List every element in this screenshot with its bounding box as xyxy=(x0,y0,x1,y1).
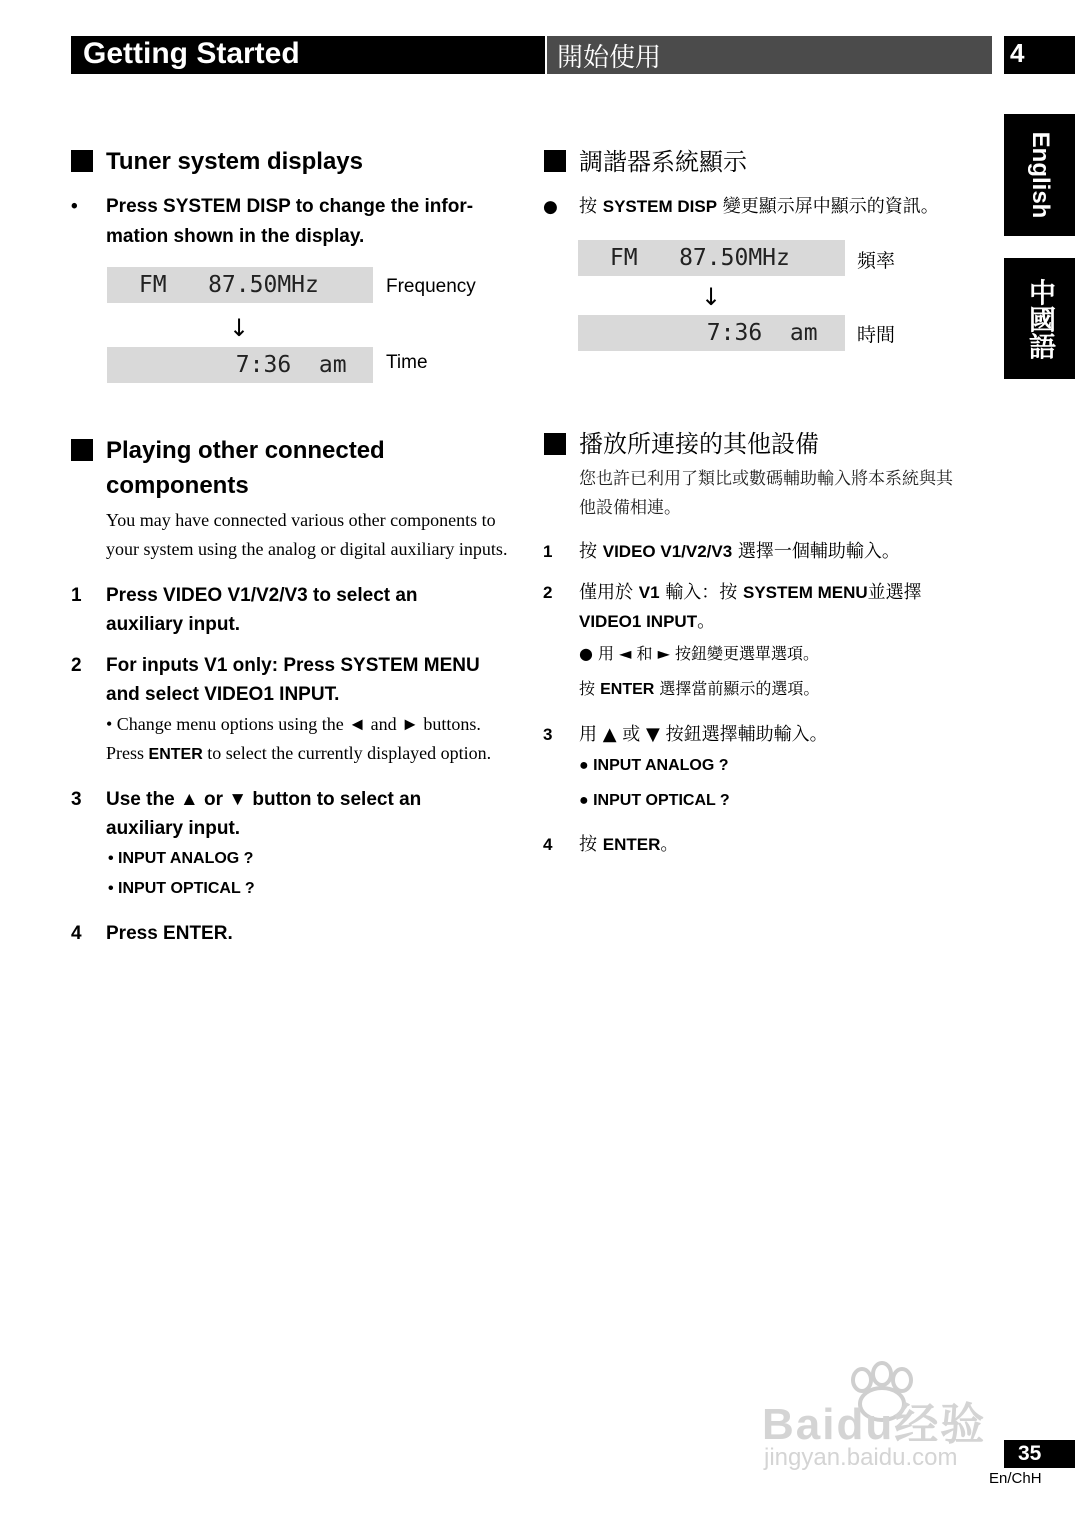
step-number: 1 xyxy=(543,542,553,561)
step3-zh-option-optical: ● INPUT OPTICAL ? xyxy=(579,792,730,809)
tuner-instruction-zh: 按 SYSTEM DISP 變更顯示屏中顯示的資訊。 xyxy=(579,196,939,217)
step-number: 2 xyxy=(71,655,82,676)
page-number: 35 xyxy=(1018,1442,1042,1465)
chapter-number: 4 xyxy=(1010,38,1025,68)
step2-note-line1: • Change menu options using the ◄ and ► buttons. xyxy=(106,714,481,734)
step3-zh: 用 ▲ 或 ▼ 按鈕選擇輔助輸入。 xyxy=(579,724,828,745)
playing-intro-line2: your system using the analog or digital auxiliary inputs. xyxy=(106,539,508,559)
playing-intro-zh-line1: 您也許已利用了類比或數碼輔助輸入將本系統與其 xyxy=(579,469,953,489)
playing-intro-zh-line2: 他設備相連。 xyxy=(579,498,681,518)
language-tab-chinese-label: 中國語 xyxy=(1024,278,1055,359)
tuner-instruction-line1: Press SYSTEM DISP to change the infor- xyxy=(106,196,474,217)
watermark-url: jingyan.baidu.com xyxy=(764,1444,958,1471)
step-number: 4 xyxy=(543,835,553,854)
arrow-down-icon: ↓ xyxy=(229,314,250,342)
step4-zh: 按 ENTER。 xyxy=(579,834,679,855)
header-title-zh: 開始使用 xyxy=(557,43,662,73)
lcd-time-display-zh: 7:36 am xyxy=(578,315,845,351)
playing-heading-zh: 播放所連接的其他設備 xyxy=(579,430,819,458)
language-tab-english-label: English xyxy=(1026,131,1054,219)
language-tab-english xyxy=(1004,114,1075,236)
tuner-heading-zh: 調諧器系統顯示 xyxy=(579,148,747,176)
arrow-down-icon: ↓ xyxy=(701,283,722,311)
step1-zh: 按 VIDEO V1/V2/V3 選擇一個輔助輸入。 xyxy=(579,541,900,562)
lcd-frequency-label-zh: 頻率 xyxy=(857,251,896,272)
bullet: ● xyxy=(543,197,558,217)
header-title-en: Getting Started xyxy=(83,37,300,70)
lcd-time-label-zh: 時間 xyxy=(857,325,896,346)
section-marker xyxy=(71,439,93,461)
chapter-badge xyxy=(1004,36,1075,74)
step2-zh-line2: VIDEO1 INPUT。 xyxy=(579,611,716,632)
section-marker xyxy=(544,150,566,172)
playing-intro-line1: You may have connected various other components to xyxy=(106,510,496,530)
step3-zh-option-analog: ● INPUT ANALOG ? xyxy=(579,757,729,774)
step3-line2: auxiliary input. xyxy=(106,818,241,839)
language-tab-chinese xyxy=(1004,258,1075,379)
section-marker xyxy=(544,433,566,455)
lcd-frequency-label: Frequency xyxy=(386,276,476,297)
step1-line1: Press VIDEO V1/V2/V3 to select an xyxy=(106,585,418,606)
step2-line1: For inputs V1 only: Press SYSTEM MENU xyxy=(106,655,480,676)
bullet: • xyxy=(71,196,78,217)
step1-line2: auxiliary input. xyxy=(106,614,241,635)
section-marker xyxy=(71,150,93,172)
baidu-watermark xyxy=(762,1360,1012,1480)
lcd-time-display: 7:36 am xyxy=(107,347,373,383)
watermark-logo: Baidu经验 xyxy=(762,1400,987,1449)
step-number: 3 xyxy=(71,789,82,810)
step-number: 1 xyxy=(71,585,82,606)
lcd-frequency-display: FM 87.50MHz xyxy=(107,267,373,303)
step2-zh-note2: 按 ENTER 選擇當前顯示的選項。 xyxy=(579,679,820,698)
step3-option-analog: • INPUT ANALOG ? xyxy=(108,850,254,867)
lcd-frequency-display-zh: FM 87.50MHz xyxy=(578,240,845,276)
step2-line2: and select VIDEO1 INPUT. xyxy=(106,684,340,705)
language-code: En/ChH xyxy=(989,1470,1042,1487)
step-number: 4 xyxy=(71,923,82,944)
step-number: 2 xyxy=(543,583,553,602)
header-title-bar xyxy=(71,36,545,74)
step2-zh-note1: ● 用 ◄ 和 ► 按鈕變更選單選項。 xyxy=(579,644,820,663)
step4-text: Press ENTER. xyxy=(106,923,233,944)
playing-heading-line1: Playing other connected xyxy=(106,437,385,464)
page-number-badge xyxy=(1004,1440,1075,1468)
step3-option-optical: • INPUT OPTICAL ? xyxy=(108,880,255,897)
step3-line1: Use the ▲ or ▼ button to select an xyxy=(106,789,422,810)
step-number: 3 xyxy=(543,725,553,744)
step2-note-line2: Press ENTER to select the currently displayed option. xyxy=(106,743,492,763)
header-title-zh-bar xyxy=(547,36,992,74)
tuner-heading-en: Tuner system displays xyxy=(106,148,363,175)
step2-zh-line1: 僅用於 V1 輸入：按 SYSTEM MENU並選擇 xyxy=(579,582,922,603)
lcd-time-label: Time xyxy=(386,352,428,373)
playing-heading-line2: components xyxy=(106,472,249,499)
tuner-instruction-line2: mation shown in the display. xyxy=(106,226,365,247)
